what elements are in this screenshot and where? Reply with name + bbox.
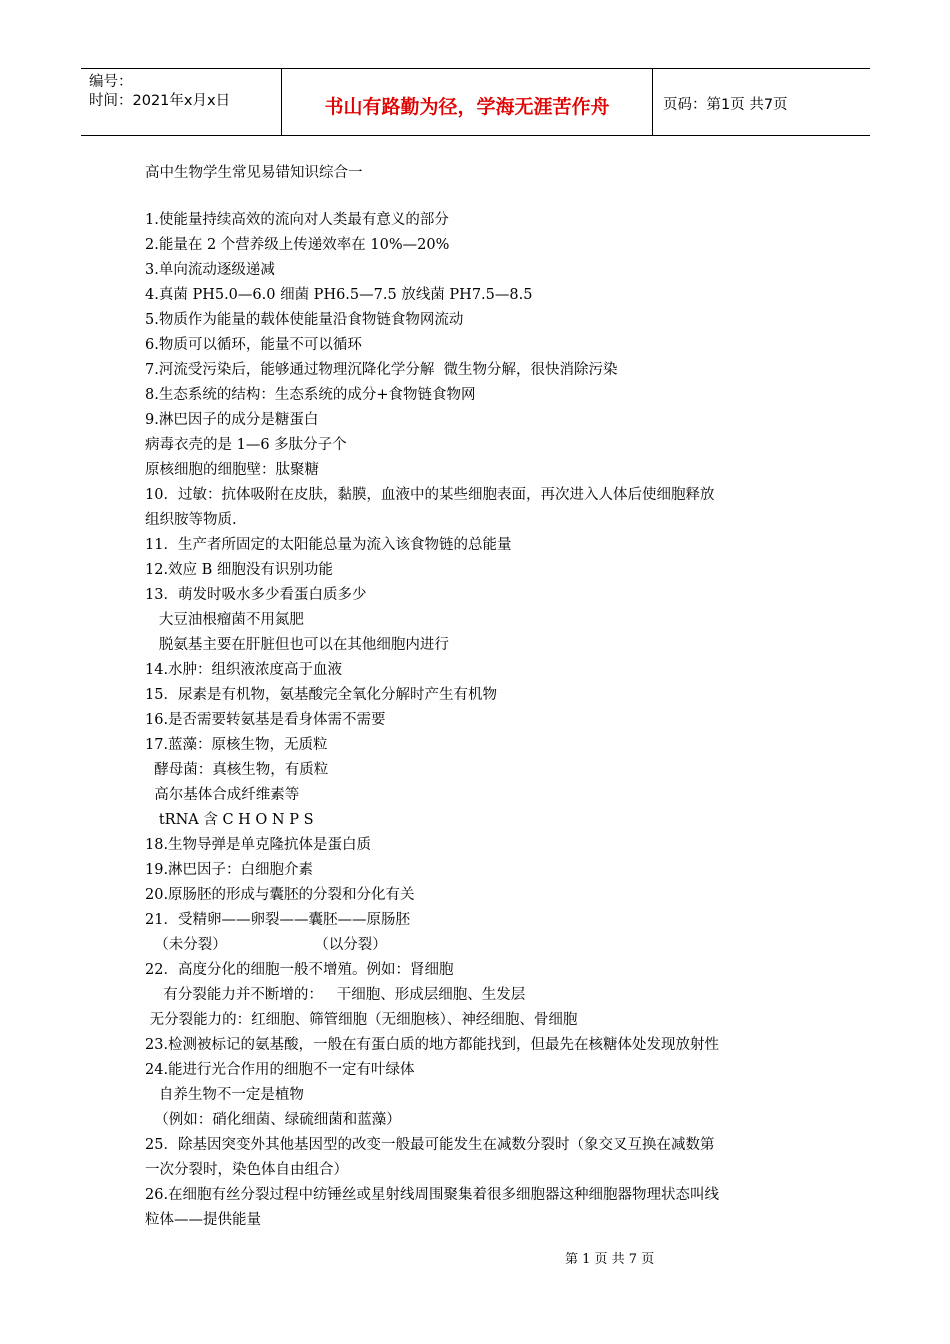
document-title: 高中生物学生常见易错知识综合一 [145, 165, 363, 181]
text-line: 9.淋巴因子的成分是糖蛋白 [145, 412, 319, 428]
text-line: 6.物质可以循环，能量不可以循环 [145, 337, 362, 353]
text-line: 粒体——提供能量 [145, 1212, 261, 1228]
header-meta-cell [81, 69, 282, 135]
document-body [145, 208, 815, 1233]
text-line: （例如：硝化细菌、绿硫细菌和蓝藻） [145, 1112, 401, 1128]
text-line: 7.河流受污染后，能够通过物理沉降化学分解 微生物分解，很快消除污染 [145, 362, 618, 378]
text-line: 19.淋巴因子：白细胞介素 [145, 862, 314, 878]
text-line: 17.蓝藻：原核生物，无质粒 [145, 737, 328, 753]
text-line: 14.水肿：组织液浓度高于血液 [145, 662, 343, 678]
text-line: 23.检测被标记的氨基酸，一般在有蛋白质的地方都能找到，但最先在核糖体处发现放射性 [145, 1037, 720, 1053]
footer-page-number: 第 1 页 共 7 页 [565, 1252, 655, 1267]
text-line: 原核细胞的细胞壁：肽聚糖 [145, 462, 319, 478]
header-motto-cell [282, 69, 653, 135]
text-line: 15．尿素是有机物，氨基酸完全氧化分解时产生有机物 [145, 687, 497, 703]
text-line: 24.能进行光合作用的细胞不一定有叶绿体 [145, 1062, 415, 1078]
text-line: 一次分裂时，染色体自由组合） [145, 1162, 348, 1178]
text-line: 2.能量在 2 个营养级上传递效率在 10%—20% [145, 237, 450, 253]
text-line: 22．高度分化的细胞一般不增殖。例如：肾细胞 [145, 962, 454, 978]
header-page-info: 页码：第1页 共7页 [663, 97, 788, 113]
date-label: 时间：2021年x月x日 [89, 93, 231, 109]
text-line: 18.生物导弹是单克隆抗体是蛋白质 [145, 837, 372, 853]
text-line: 有分裂能力并不断增的： 干细胞、形成层细胞、生发层 [145, 987, 526, 1003]
number-label: 编号： [89, 74, 133, 90]
text-line: 3.单向流动逐级递减 [145, 262, 275, 278]
text-line: 25．除基因突变外其他基因型的改变一般最可能发生在减数分裂时（象交叉互换在减数第 [145, 1137, 715, 1153]
text-line: 5.物质作为能量的载体使能量沿食物链食物网流动 [145, 312, 464, 328]
text-line: 高尔基体合成纤维素等 [145, 787, 300, 803]
text-line: 4.真菌 PH5.0—6.0 细菌 PH6.5—7.5 放线菌 PH7.5—8.5 [145, 287, 533, 303]
page-header [81, 68, 870, 136]
text-line: 20.原肠胚的形成与囊胚的分裂和分化有关 [145, 887, 415, 903]
text-line: 大豆油根瘤菌不用氮肥 [145, 612, 304, 628]
text-line: 8.生态系统的结构：生态系统的成分+食物链食物网 [145, 387, 476, 403]
motto-text: 书山有路勤为径，学海无涯苦作舟 [324, 96, 610, 118]
text-line: 26.在细胞有丝分裂过程中纺锤丝或星射线周围聚集着很多细胞器这种细胞器物理状态叫线 [145, 1187, 720, 1203]
text-line: 1.使能量持续高效的流向对人类最有意义的部分 [145, 212, 449, 228]
text-line: 病毒衣壳的是 1—6 多肽分子个 [145, 437, 347, 453]
text-line: 10．过敏：抗体吸附在皮肤，黏膜，血液中的某些细胞表面，再次进入人体后使细胞释放 [145, 487, 715, 503]
text-line: 12.效应 B 细胞没有识别功能 [145, 562, 333, 578]
text-line: 13．萌发时吸水多少看蛋白质多少 [145, 587, 367, 603]
text-line: 组织胺等物质. [145, 512, 237, 528]
text-line: 自养生物不一定是植物 [145, 1087, 304, 1103]
text-line: 21．受精卵——卵裂——囊胚——原肠胚 [145, 912, 410, 928]
text-line: 脱氨基主要在肝脏但也可以在其他细胞内进行 [145, 637, 449, 653]
text-line: tRNA 含 C H O N P S [145, 812, 314, 828]
text-line: 酵母菌：真核生物，有质粒 [145, 762, 329, 778]
text-line: 无分裂能力的：红细胞、筛管细胞（无细胞核）、神经细胞、骨细胞 [145, 1012, 578, 1028]
text-line: 16.是否需要转氨基是看身体需不需要 [145, 712, 386, 728]
text-line: 11．生产者所固定的太阳能总量为流入该食物链的总能量 [145, 537, 512, 553]
text-line: （未分裂） （以分裂） [145, 937, 387, 953]
